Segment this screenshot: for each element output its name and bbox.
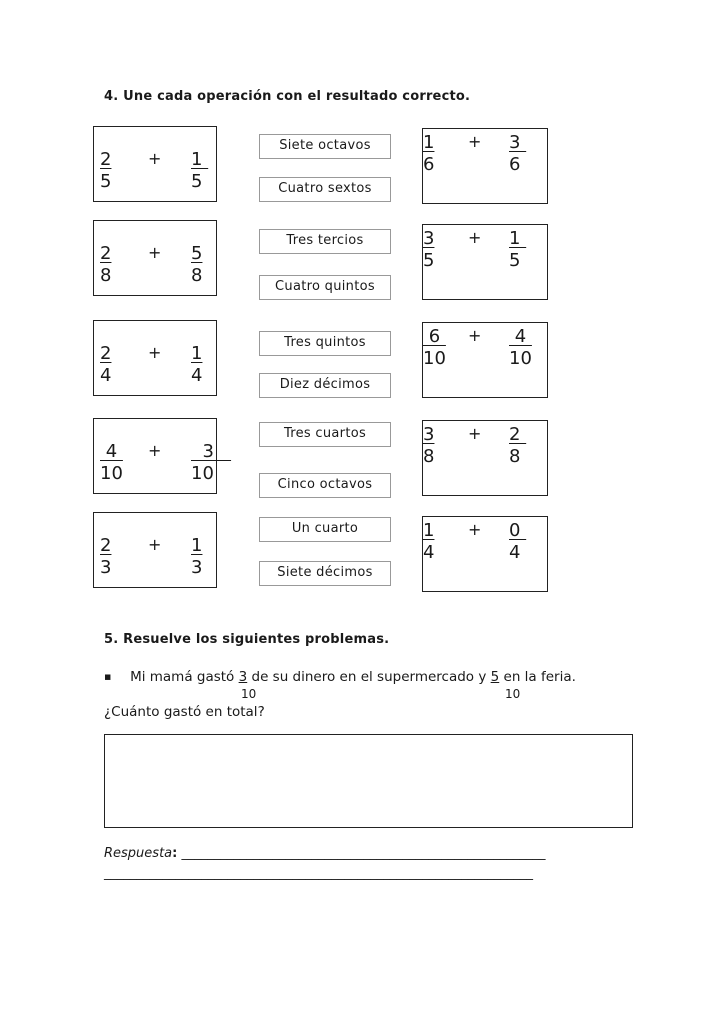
plus-sign: + <box>148 343 162 362</box>
numerator: 3 <box>191 441 232 462</box>
extra-answer-line[interactable]: __________________________________________________________________ <box>104 866 533 881</box>
plus-sign: + <box>468 228 482 247</box>
numerator: 1 <box>191 535 203 556</box>
fraction-a <box>423 424 434 468</box>
numerator: 2 <box>509 424 527 445</box>
fraction-a <box>423 132 434 176</box>
plus-sign: + <box>148 243 162 262</box>
denominator: 4 <box>100 365 112 386</box>
right-operation-box[interactable] <box>422 420 548 496</box>
fraction-a <box>423 228 434 272</box>
problem-text-2: de su dinero en el supermercado y <box>247 669 491 685</box>
right-operation-box[interactable] <box>422 516 548 592</box>
fraction-b <box>191 535 202 579</box>
denominator: 10 <box>423 348 446 369</box>
numerator: 4 <box>509 326 532 347</box>
left-operation-box[interactable] <box>93 220 217 296</box>
denominator: 3 <box>100 557 112 578</box>
denominator: 8 <box>100 265 112 286</box>
numerator: 2 <box>100 535 112 556</box>
plus-sign: + <box>468 132 482 151</box>
fraction-b <box>509 228 526 272</box>
numerator: 1 <box>191 149 209 170</box>
problem-text-1: Mi mamá gastó <box>130 669 239 685</box>
left-operation-box[interactable] <box>93 126 217 202</box>
denominator: 8 <box>509 446 521 467</box>
fraction-a <box>100 441 123 485</box>
denominator: 10 <box>509 348 532 369</box>
fraction-a <box>100 343 111 387</box>
word-option-box[interactable]: Cuatro sextos <box>259 177 391 202</box>
left-operation-box[interactable] <box>93 512 217 588</box>
fraction-b <box>191 441 231 485</box>
right-operation-box[interactable] <box>422 322 548 398</box>
word-option-box[interactable]: Siete octavos <box>259 134 391 159</box>
plus-sign: + <box>148 535 162 554</box>
fraction-2-denominator: 10 <box>505 687 521 701</box>
fraction-b <box>509 424 526 468</box>
denominator: 6 <box>509 154 521 175</box>
left-operation-box[interactable] <box>93 320 217 396</box>
denominator: 10 <box>100 463 123 484</box>
answer-row <box>104 846 545 861</box>
fraction-a <box>423 326 446 370</box>
numerator: 5 <box>191 243 203 264</box>
right-operation-box[interactable] <box>422 224 548 300</box>
problem-statement <box>104 669 576 685</box>
word-option-box[interactable]: Tres quintos <box>259 331 391 356</box>
fraction-b <box>191 149 208 193</box>
numerator: 3 <box>423 424 435 445</box>
numerator: 4 <box>100 441 123 462</box>
problem-question: ¿Cuánto gastó en total? <box>104 704 265 720</box>
fraction-a <box>100 149 111 193</box>
numerator: 3 <box>509 132 527 153</box>
denominator: 3 <box>191 557 203 578</box>
bullet-icon: ▪ <box>104 670 112 683</box>
numerator: 1 <box>423 520 435 541</box>
section-4-title: 4. Une cada operación con el resultado correcto. <box>104 89 471 104</box>
left-operation-box[interactable] <box>93 418 232 494</box>
numerator: 0 <box>509 520 527 541</box>
work-area-box[interactable] <box>104 734 633 828</box>
denominator: 5 <box>423 250 435 271</box>
denominator: 6 <box>423 154 435 175</box>
fraction-a <box>100 243 111 287</box>
denominator: 4 <box>423 542 435 563</box>
word-option-box[interactable]: Cinco octavos <box>259 473 391 498</box>
answer-colon: : <box>172 846 178 861</box>
numerator: 1 <box>423 132 435 153</box>
plus-sign: + <box>148 441 162 460</box>
plus-sign: + <box>468 520 482 539</box>
word-option-box[interactable]: Diez décimos <box>259 373 391 398</box>
fraction-b <box>509 520 526 564</box>
numerator: 2 <box>100 343 112 364</box>
answer-line[interactable]: ________________________________________________________ <box>181 846 546 861</box>
plus-sign: + <box>468 424 482 443</box>
denominator: 8 <box>423 446 435 467</box>
plus-sign: + <box>468 326 482 345</box>
word-option-box[interactable]: Siete décimos <box>259 561 391 586</box>
denominator: 5 <box>191 171 203 192</box>
fraction-a <box>100 535 111 579</box>
denominator: 5 <box>100 171 112 192</box>
denominator: 5 <box>509 250 521 271</box>
fraction-b <box>509 326 532 370</box>
numerator: 1 <box>191 343 203 364</box>
denominator: 4 <box>191 365 203 386</box>
fraction-b <box>191 343 202 387</box>
word-option-box[interactable]: Tres cuartos <box>259 422 391 447</box>
fraction-2-numerator: 5 <box>490 669 500 685</box>
fraction-b <box>509 132 526 176</box>
numerator: 3 <box>423 228 435 249</box>
plus-sign: + <box>148 149 162 168</box>
word-option-box[interactable]: Un cuarto <box>259 517 391 542</box>
word-option-box[interactable]: Cuatro quintos <box>259 275 391 300</box>
problem-text-3: en la feria. <box>499 669 576 685</box>
fraction-b <box>191 243 202 287</box>
denominator: 8 <box>191 265 203 286</box>
numerator: 6 <box>423 326 446 347</box>
fraction-1-numerator: 3 <box>238 669 248 685</box>
section-5-title: 5. Resuelve los siguientes problemas. <box>104 632 390 647</box>
answer-label: Respuesta <box>104 846 173 861</box>
fraction-a <box>423 520 434 564</box>
denominator: 10 <box>191 463 214 484</box>
numerator: 2 <box>100 149 112 170</box>
numerator: 2 <box>100 243 112 264</box>
numerator: 1 <box>509 228 527 249</box>
denominator: 4 <box>509 542 521 563</box>
word-option-box[interactable]: Tres tercios <box>259 229 391 254</box>
fraction-1-denominator: 10 <box>241 687 257 701</box>
right-operation-box[interactable] <box>422 128 548 204</box>
